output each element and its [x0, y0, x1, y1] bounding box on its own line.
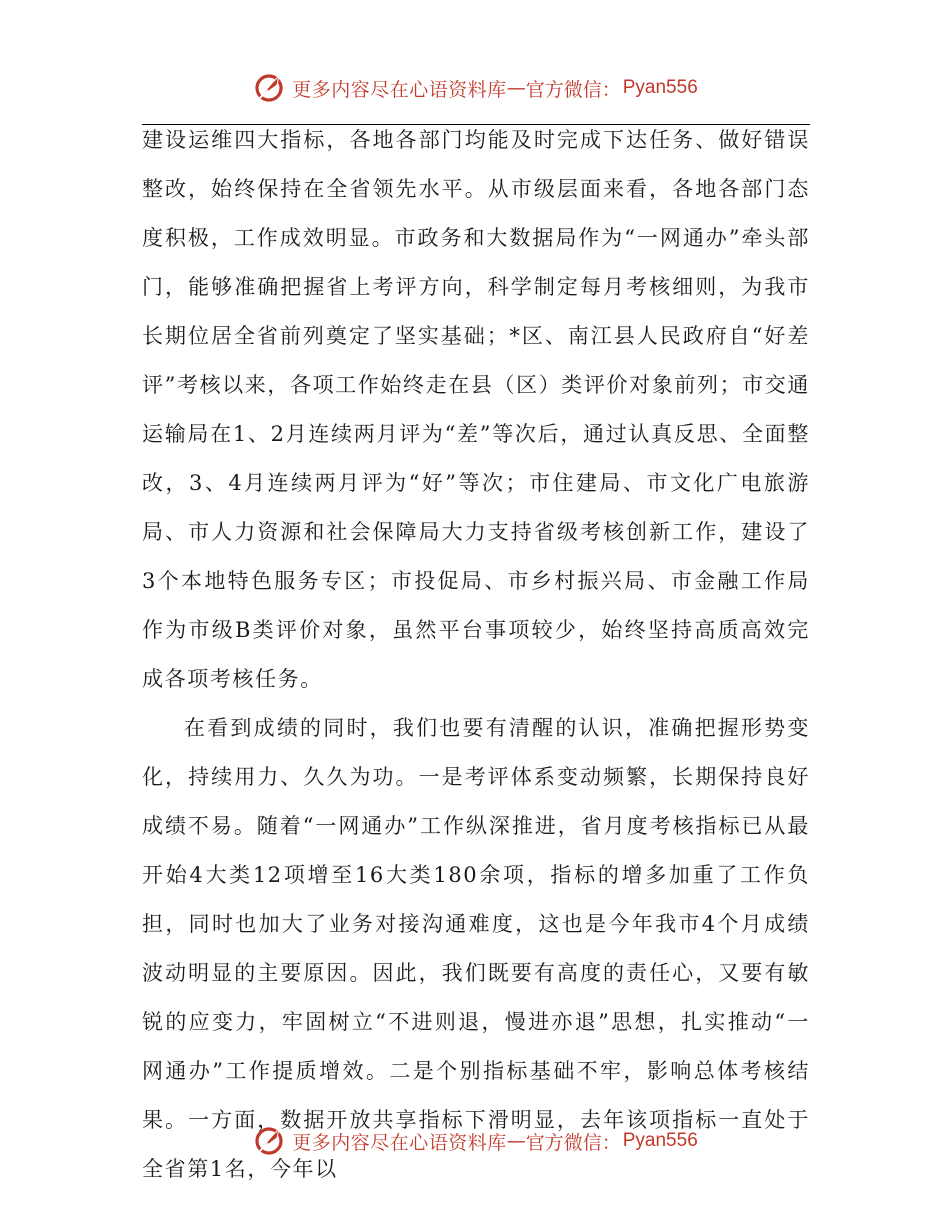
paragraph-1: 建设运维四大指标，各地各部门均能及时完成下达任务、做好错误整改，始终保持在全省领先水平。从市级层面来看，各地各部门态度积极，工作成效明显。市政务和大数据局作为“一网通办”牵头部门，能够准确把握省上考评方向，科学制定每月考核细则，为我市长期位居全省前列奠定了坚实基础；*区、南江县人民政府自“好差评”考核以来，各项工作始终走在县（区）类评价对象前列；市交通运输局在1、2月连续两月评为“差”等次后，通过认真反思、全面整改，3、4月连续两月评为“好”等次；市住建局、市文化广电旅游局、市人力资源和社会保障局大力支持省级考核创新工作，建设了3个本地特色服务专区；市投促局、市乡村振兴局、市金融工作局作为市级B类评价对象，虽然平台事项较少，始终坚持高质高效完成各项考核任务。 [142, 128, 810, 691]
header-brand-text: 更多内容尽在心语资料库 [292, 78, 507, 101]
footer-wechat-id: Pyan556 [622, 1130, 698, 1151]
quill-pen-logo-icon [252, 1124, 286, 1158]
header-banner [0, 66, 950, 110]
footer-wechat-label: 官方微信： [525, 1131, 621, 1154]
header-wechat-label: 官方微信： [525, 78, 621, 101]
quill-pen-logo-icon [252, 71, 286, 105]
footer-brand-text: 更多内容尽在心语资料库 [292, 1131, 507, 1154]
paragraph-2: 在看到成绩的同时，我们也要有清醒的认识，准确把握形势变化，持续用力、久久为功。一是考评体系变动频繁，长期保持良好成绩不易。随着“一网通办”工作纵深推进，省月度考核指标已从最开始4大类12项增至16大类180余项，指标的增多加重了工作负担，同时也加大了业务对接沟通难度，这也是今年我市4个月成绩波动明显的主要原因。因此，我们既要有高度的责任心，又要有敏锐的应变力，牢固树立“不进则退，慢进亦退”思想，扎实推动“一网通办”工作提质增效。二是个别指标基础不牢，影响总体考核结果。一方面，数据开放共享指标下滑明显，去年该项指标一直处于全省第1名，今年以 [142, 716, 810, 1181]
document-body [142, 116, 810, 1194]
footer-separator: — [506, 1130, 526, 1152]
header-separator: — [506, 77, 526, 99]
footer-banner [0, 1119, 950, 1163]
header-wechat-id: Pyan556 [622, 77, 698, 98]
